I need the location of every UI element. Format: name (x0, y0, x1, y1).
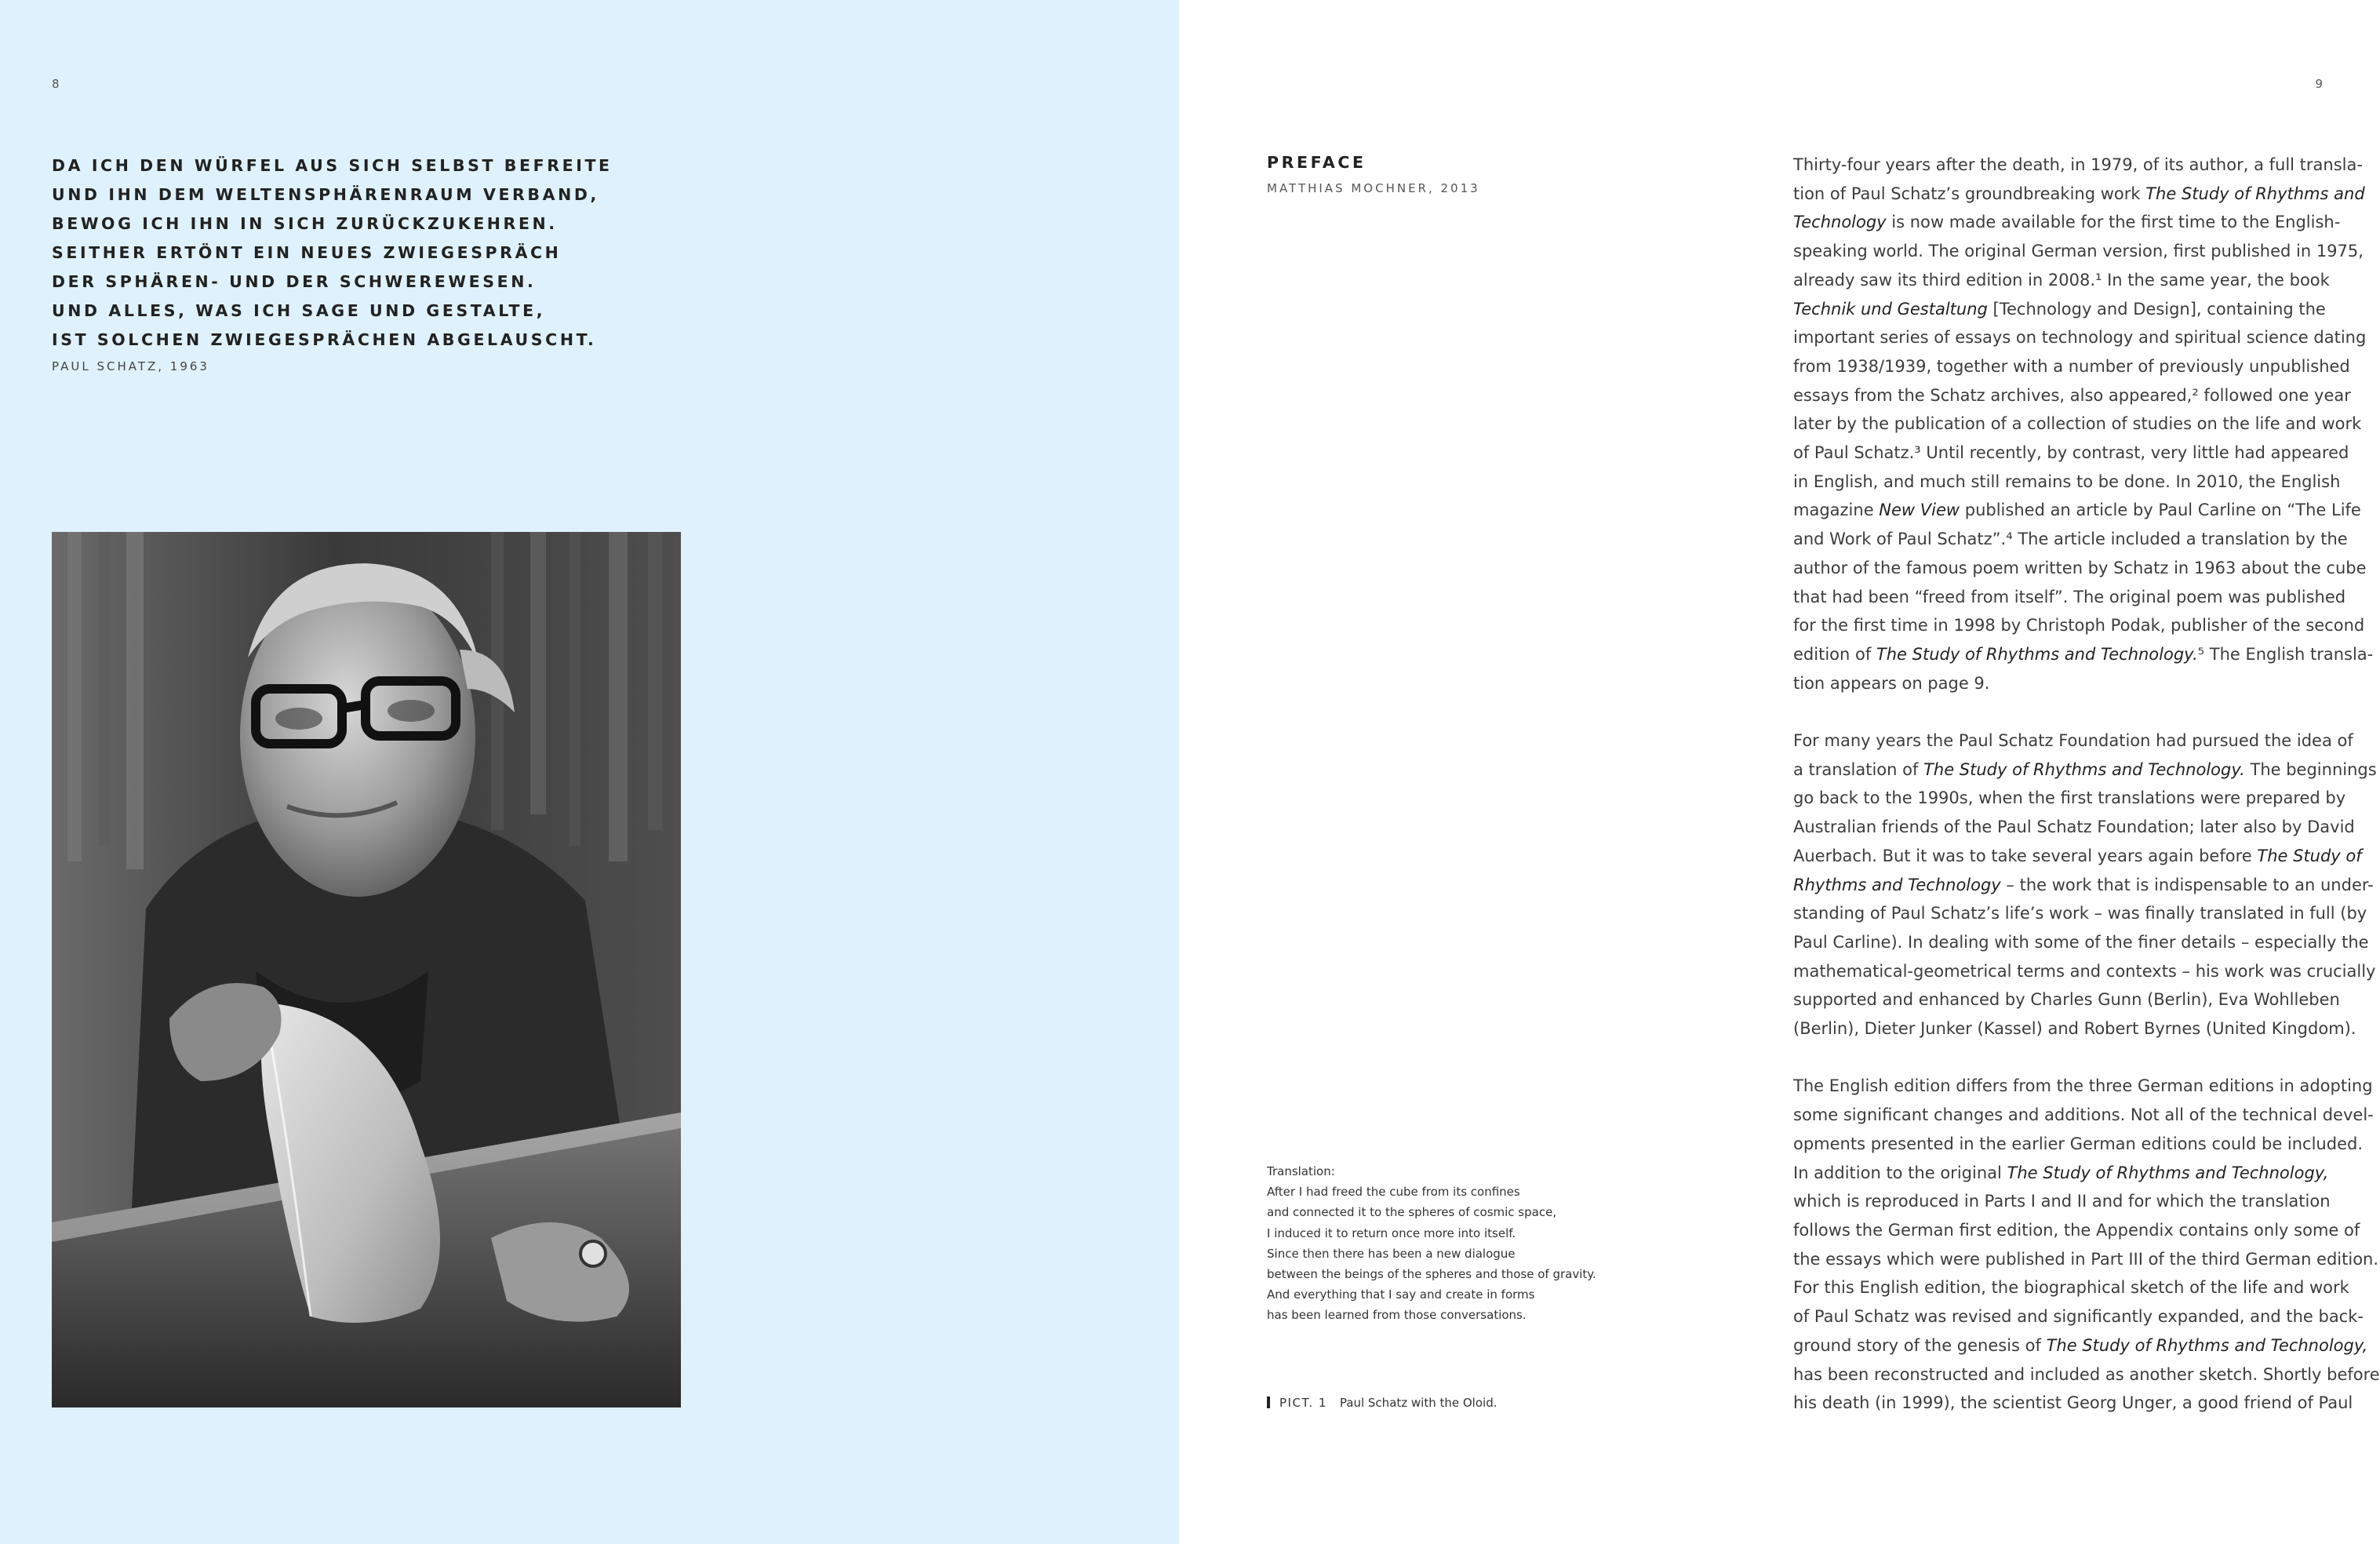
text-run: supported and enhanced by Charles Gunn (Berlin), Eva Wohlleben (1793, 990, 2340, 1010)
poem-line: SEITHER ERTÖNT EIN NEUES ZWIEGESPRÄCH (52, 243, 562, 262)
italic-title: New View (1879, 501, 1960, 520)
poem-line: UND IHN DEM WELTENSPHÄRENRAUM VERBAND, (52, 185, 599, 204)
italic-title: Technik und Gestaltung (1793, 299, 1988, 319)
text-line (1793, 496, 2361, 525)
preface-body (1793, 151, 2380, 1447)
text-run: already saw its third edition in 2008.¹ In the same year, the book (1793, 270, 2330, 290)
text-line (1793, 871, 2374, 900)
text-run: opments presented in the earlier German editions could be included. (1793, 1134, 2363, 1153)
text-line (1793, 180, 2365, 209)
text-line (1793, 813, 2355, 842)
german-poem (52, 151, 679, 373)
translation-line: Since then there has been a new dialogue (1267, 1246, 1516, 1261)
italic-title: The Study of Rhythms and Technology. (1923, 759, 2245, 779)
text-run: which is reproduced in Parts I and II and for which the translation (1793, 1192, 2331, 1211)
text-line (1793, 1072, 2373, 1101)
text-line (1793, 611, 2365, 640)
text-run: (Berlin), Dieter Junker (Kassel) and Robert Byrnes (United Kingdom). (1793, 1019, 2356, 1039)
italic-title: The Study of (2257, 846, 2362, 865)
text-run: ⁵ The English transla- (2197, 644, 2374, 664)
italic-title: The Study of Rhythms and Technology, (2007, 1163, 2329, 1182)
poem-line: UND ALLES, WAS ICH SAGE UND GESTALTE, (52, 301, 546, 320)
preface-paragraph (1793, 726, 2377, 1043)
text-run: tion of Paul Schatz’s groundbreaking work (1793, 184, 2146, 203)
text-run: a translation of (1793, 759, 1924, 779)
preface-paragraph (1793, 1072, 2380, 1417)
text-line (1793, 410, 2362, 439)
text-line (1793, 640, 2374, 669)
italic-title: The Study of Rhythms and Technology. (1876, 644, 2198, 664)
poem-line: IST SOLCHEN ZWIEGESPRÄCHEN ABGELAUSCHT. (52, 330, 597, 349)
text-line (1793, 985, 2340, 1014)
text-run: some significant changes and additions. Not all of the technical devel- (1793, 1105, 2374, 1125)
text-line (1793, 208, 2341, 237)
italic-title: Rhythms and Technology (1793, 875, 2001, 894)
text-line (1793, 1130, 2363, 1159)
text-line (1793, 669, 2311, 698)
text-line (1793, 151, 2363, 180)
translation-line: between the beings of the spheres and those of gravity. (1267, 1267, 1596, 1282)
caption-text: Paul Schatz with the Oloid. (1339, 1396, 1498, 1410)
italic-title: The Study of Rhythms and Technology, (2046, 1335, 2368, 1355)
text-line (1793, 323, 2367, 352)
page-number-right: 9 (2315, 77, 2324, 91)
text-line (1793, 1245, 2379, 1274)
text-line (1793, 784, 2346, 813)
text-line (1793, 756, 2377, 785)
caption-ref: PICT. 1 (1279, 1396, 1327, 1410)
text-run: go back to the 1990s, when the first translations were prepared by (1793, 788, 2346, 808)
text-line (1793, 1187, 2331, 1216)
photo-caption (1267, 1396, 1498, 1410)
text-run: from 1938/1939, together with a number of previously unpublished (1793, 356, 2350, 376)
text-run: For many years the Paul Schatz Foundation had pursued the idea of (1793, 731, 2353, 751)
poem-translation (1267, 1161, 1706, 1326)
poem-line: BEWOG ICH IHN IN SICH ZURÜCKZUKEHREN. (52, 214, 558, 233)
translation-line: And everything that I say and create in forms (1267, 1287, 1535, 1302)
text-line (1793, 1014, 2356, 1043)
text-run: edition of (1793, 644, 1876, 664)
text-run: – the work that is indispensable to an under- (2000, 875, 2374, 894)
text-line (1793, 726, 2353, 756)
preface-title: PREFACE (1267, 153, 1366, 172)
text-run: essays from the Schatz archives, also appeared,² followed one year (1793, 385, 2351, 405)
text-line (1793, 266, 2330, 295)
text-run: The beginnings (2244, 759, 2377, 779)
text-run: In addition to the original (1793, 1163, 2007, 1182)
text-line (1793, 1216, 2360, 1245)
portrait-photo (52, 532, 681, 1407)
text-line (1793, 525, 2348, 554)
text-run: of Paul Schatz was revised and significantly expanded, and the back- (1793, 1307, 2364, 1327)
translation-line: After I had freed the cube from its confines (1267, 1185, 1520, 1200)
text-run: his death (in 1999), the scientist Georg Unger, a good friend of Paul (1793, 1393, 2353, 1413)
text-run: of Paul Schatz.³ Until recently, by contrast, very little had appeared (1793, 443, 2349, 463)
translation-line: has been learned from those conversations. (1267, 1308, 1527, 1323)
text-line (1793, 957, 2376, 986)
text-run: and Work of Paul Schatz”.⁴ The article included a translation by the (1793, 530, 2348, 549)
text-run: ground story of the genesis of (1793, 1335, 2047, 1355)
text-run: Paul Carline). In dealing with some of the finer details – especially the (1793, 932, 2369, 952)
text-run: The English edition differs from the three German editions in adopting (1793, 1076, 2373, 1096)
text-line (1793, 381, 2351, 410)
text-line (1793, 554, 2367, 583)
text-line (1793, 1273, 2349, 1302)
text-run: in English, and much still remains to be done. In 2010, the English (1793, 472, 2341, 491)
text-run: magazine (1793, 501, 1880, 520)
text-run: that had been “freed from itself”. The original poem was published (1793, 587, 2346, 606)
text-line (1793, 1331, 2368, 1360)
text-line (1793, 1159, 2329, 1188)
text-run: [Technology and Design], containing the (1987, 299, 2326, 319)
poem-line: DER SPHÄREN- UND DER SCHWEREWESEN. (52, 272, 537, 291)
text-run: speaking world. The original German version, first published in 1975, (1793, 242, 2364, 261)
text-line (1793, 1389, 2353, 1418)
text-run: published an article by Paul Carline on “The Life (1960, 501, 2361, 520)
right-page (1179, 0, 2380, 1544)
preface-author: MATTHIAS MOCHNER, 2013 (1267, 181, 1480, 195)
text-run: Thirty-four years after the death, in 1979, of its author, a full transla- (1793, 155, 2363, 174)
text-run: the essays which were published in Part III of the third German edition. (1793, 1249, 2379, 1269)
text-run: later by the publication of a collection of studies on the life and work (1793, 414, 2362, 434)
translation-line: I induced it to return once more into itself. (1267, 1225, 1516, 1240)
text-run: is now made available for the first time to the English- (1886, 213, 2341, 232)
page-number-left: 8 (52, 77, 60, 91)
text-run: For this English edition, the biographical sketch of the life and work (1793, 1278, 2349, 1298)
text-line (1793, 439, 2349, 468)
text-line (1793, 899, 2367, 928)
text-run: author of the famous poem written by Schatz in 1963 about the cube (1793, 558, 2367, 577)
text-line (1793, 1101, 2374, 1130)
poem-credit: PAUL SCHATZ, 1963 (52, 359, 209, 373)
text-run: follows the German first edition, the Appendix contains only some of (1793, 1220, 2360, 1240)
translation-line: and connected it to the spheres of cosmic space, (1267, 1205, 1557, 1220)
text-line (1793, 295, 2326, 324)
text-line (1793, 583, 2346, 612)
text-run: has been reconstructed and included as another sketch. Shortly before (1793, 1364, 2380, 1384)
text-line (1793, 352, 2350, 381)
text-run: mathematical-geometrical terms and contexts – his work was crucially (1793, 961, 2376, 981)
caption-marker (1267, 1397, 1270, 1408)
text-line (1793, 928, 2369, 957)
text-line (1793, 1302, 2364, 1331)
text-line (1793, 1360, 2380, 1389)
text-run: standing of Paul Schatz’s life’s work – was finally translated in full (by (1793, 904, 2367, 923)
italic-title: The Study of Rhythms and (2145, 184, 2365, 203)
italic-title: Technology (1793, 213, 1887, 232)
text-line (1793, 842, 2362, 871)
translation-label: Translation: (1267, 1164, 1335, 1178)
poem-line: DA ICH DEN WÜRFEL AUS SICH SELBST BEFREITE (52, 156, 613, 175)
text-run: important series of essays on technology and spiritual science dating (1793, 328, 2367, 348)
preface-paragraph (1793, 151, 2374, 697)
left-page (0, 0, 1179, 1544)
text-run: tion appears on page 9. (1793, 673, 1990, 693)
preface-heading (1267, 151, 1659, 195)
text-line (1793, 468, 2341, 497)
text-run: for the first time in 1998 by Christoph Podak, publisher of the second (1793, 616, 2365, 635)
text-run: Australian friends of the Paul Schatz Foundation; later also by David (1793, 818, 2355, 837)
text-line (1793, 237, 2364, 266)
text-run: Auerbach. But it was to take several years again before (1793, 846, 2258, 865)
